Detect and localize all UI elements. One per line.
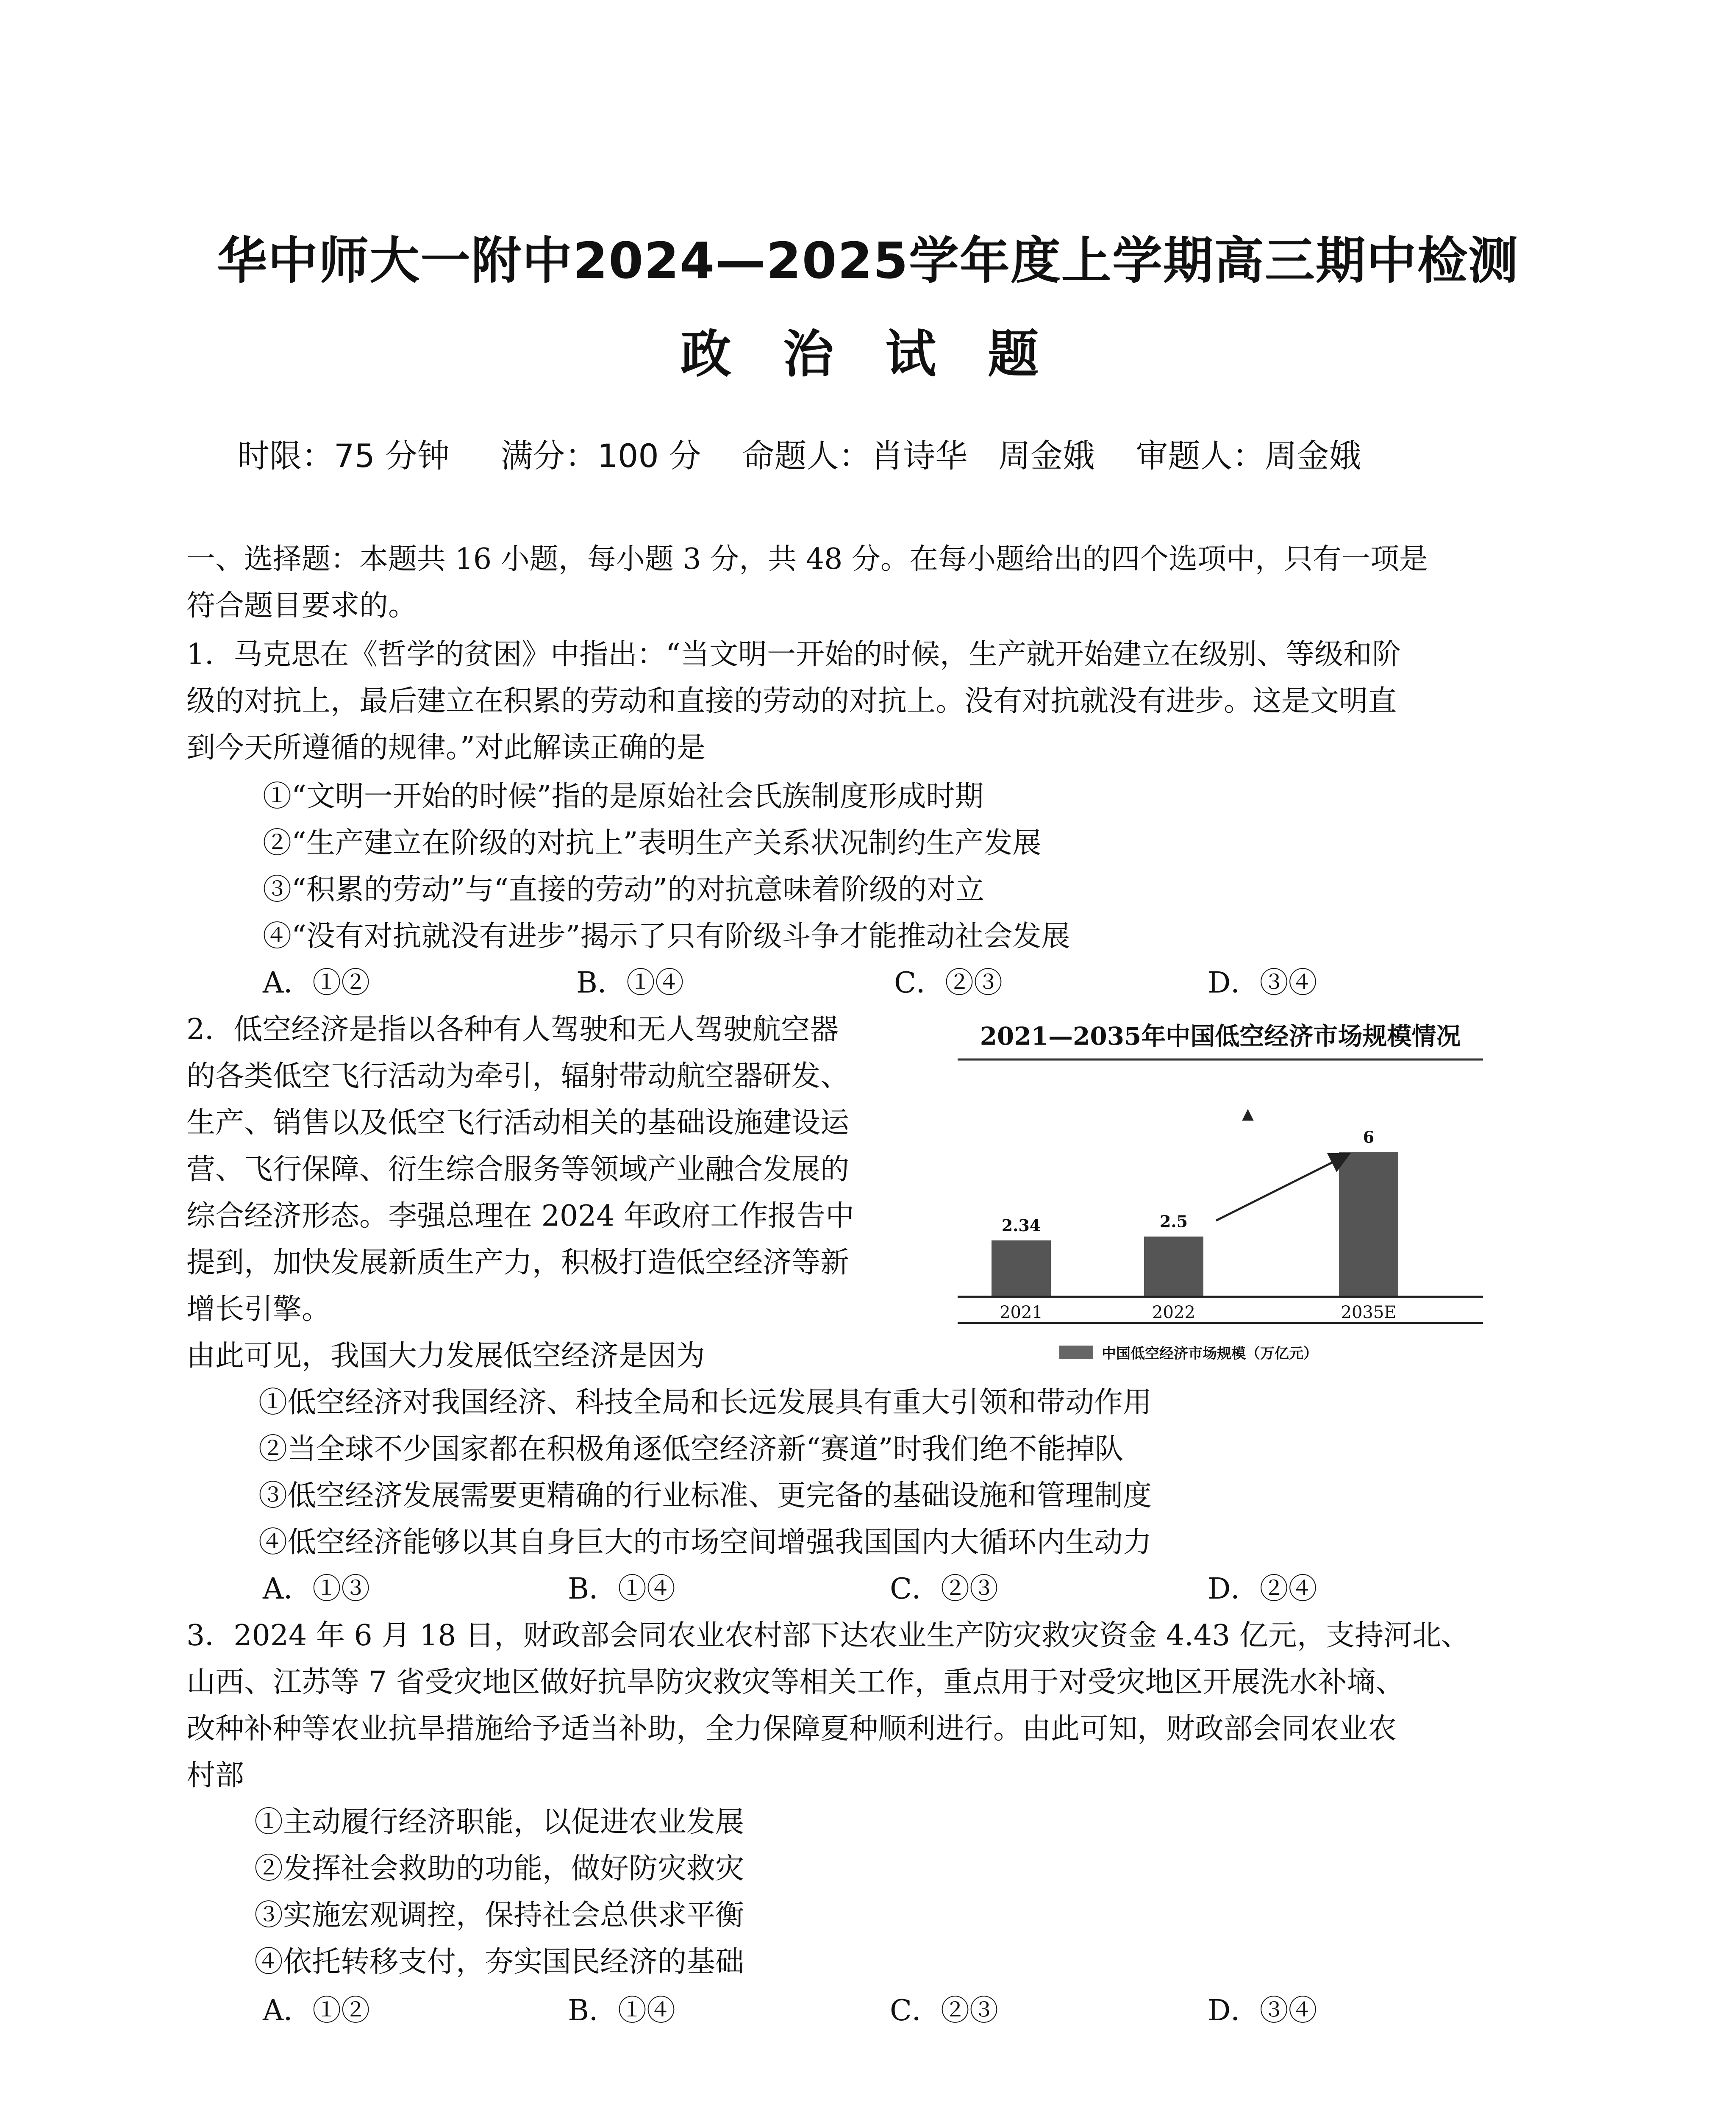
q1-choice-a: A．①② bbox=[263, 966, 370, 1000]
exam-title: 华中师大一附中2024—2025学年度上学期高三期中检测 bbox=[217, 231, 1519, 290]
q2-option: ①低空经济对我国经济、科技全局和长远发展具有重大引领和带动作用 bbox=[258, 1386, 1152, 1419]
q3-stem-line: 3．2024 年 6 月 18 日，财政部会同农业农村部下达农业生产防灾救灾资金 4.43 亿元，支持河北、 bbox=[186, 1619, 1470, 1652]
q2-stem-line: 的各类低空飞行活动为牵引，辐射带动航空器研发、 bbox=[186, 1060, 850, 1093]
chart-x-ticks bbox=[1000, 1303, 1396, 1322]
q3-choice-d: D．③④ bbox=[1208, 1994, 1317, 2027]
q3-choice-b: B．①④ bbox=[568, 1994, 675, 2027]
q1-stem-line: 到今天所遵循的规律。”对此解读正确的是 bbox=[186, 731, 706, 765]
section-heading-cont: 符合题目要求的。 bbox=[186, 589, 417, 623]
q2-stem-line: 由此可见，我国大力发展低空经济是因为 bbox=[186, 1339, 706, 1373]
q2-stem-line: 生产、销售以及低空飞行活动相关的基础设施建设运 bbox=[186, 1106, 850, 1140]
q1-option: ②“生产建立在阶级的对抗上”表明生产关系状况制约生产发展 bbox=[263, 826, 1042, 860]
chart-trend-arrow bbox=[1216, 1157, 1343, 1221]
q2-option: ④低空经济能够以其自身巨大的市场空间增强我国国内大循环内生动力 bbox=[258, 1526, 1152, 1559]
q2-choice-d: D．②④ bbox=[1208, 1572, 1317, 1606]
chart-marker-triangle: ▲ bbox=[1242, 1105, 1254, 1123]
q2-choice-a: A．①③ bbox=[263, 1572, 370, 1606]
q3-option: ④依托转移支付，夯实国民经济的基础 bbox=[254, 1945, 744, 1979]
q3-stem-line: 村部 bbox=[186, 1759, 244, 1792]
chart-bar-2021 bbox=[992, 1240, 1051, 1297]
q3-choice-a: A．①② bbox=[263, 1994, 370, 2027]
chart-x-tick-label: 2035E bbox=[1341, 1303, 1397, 1322]
legend-label: 中国低空经济市场规模（万亿元） bbox=[1102, 1345, 1318, 1362]
q1-option: ③“积累的劳动”与“直接的劳动”的对抗意味着阶级的对立 bbox=[263, 873, 985, 907]
q2-stem-line: 综合经济形态。李强总理在 2024 年政府工作报告中 bbox=[186, 1199, 855, 1233]
exam-meta: 时限：75 分钟 满分：100 分 命题人：肖诗华 周金娥 审题人：周金娥 bbox=[237, 437, 1361, 475]
q3-option: ③实施宏观调控，保持社会总供求平衡 bbox=[254, 1899, 744, 1932]
q2-stem-line: 营、飞行保障、衍生综合服务等领域产业融合发展的 bbox=[186, 1153, 850, 1186]
q2-option: ③低空经济发展需要更精确的行业标准、更完备的基础设施和管理制度 bbox=[258, 1479, 1152, 1513]
q2-option: ②当全球不少国家都在积极角逐低空经济新“赛道”时我们绝不能掉队 bbox=[258, 1432, 1124, 1466]
chart-title: 2021—2035年中国低空经济市场规模情况 bbox=[980, 1022, 1461, 1051]
chart-data-label: 2.5 bbox=[1159, 1212, 1188, 1231]
chart-x-tick-label: 2022 bbox=[1152, 1303, 1195, 1322]
q2-choice-b: B．①④ bbox=[568, 1572, 675, 1606]
q1-option: ①“文明一开始的时候”指的是原始社会氏族制度形成时期 bbox=[263, 780, 984, 813]
chart-data-label: 6 bbox=[1363, 1127, 1375, 1147]
q2-stem-line: 2．低空经济是指以各种有人驾驶和无人驾驶航空器 bbox=[186, 1013, 839, 1046]
low-altitude-economy-chart bbox=[945, 1000, 1496, 1382]
legend-swatch bbox=[1059, 1346, 1093, 1359]
q1-stem-line: 1．马克思在《哲学的贫困》中指出：“当文明一开始的时候，生产就开始建立在级别、等级和阶 bbox=[186, 638, 1401, 671]
q2-stem-line: 增长引擎。 bbox=[186, 1293, 331, 1326]
q1-option: ④“没有对抗就没有进步”揭示了只有阶级斗争才能推动社会发展 bbox=[263, 920, 1070, 953]
q1-choice-c: C．②③ bbox=[894, 966, 1003, 1000]
q1-stem-line: 级的对抗上，最后建立在积累的劳动和直接的劳动的对抗上。没有对抗就没有进步。这是文明直 bbox=[186, 684, 1397, 718]
chart-bar-2035E bbox=[1339, 1152, 1398, 1297]
chart-bar-2022 bbox=[1144, 1237, 1203, 1297]
q3-choice-c: C．②③ bbox=[890, 1994, 999, 2027]
q2-choice-c: C．②③ bbox=[890, 1572, 999, 1606]
chart-bars bbox=[992, 1127, 1398, 1297]
q3-option: ①主动履行经济职能，以促进农业发展 bbox=[254, 1805, 744, 1839]
section-heading: 一、选择题：本题共 16 小题，每小题 3 分，共 48 分。在每小题给出的四个选项中，只有一项是 bbox=[186, 542, 1428, 576]
chart-data-label: 2.34 bbox=[1001, 1215, 1041, 1235]
q1-choice-d: D．③④ bbox=[1208, 966, 1317, 1000]
q3-stem-line: 改种补种等农业抗旱措施给予适当补助，全力保障夏种顺利进行。由此可知，财政部会同农业农 bbox=[186, 1712, 1397, 1746]
chart-x-tick-label: 2021 bbox=[1000, 1303, 1043, 1322]
q1-choice-b: B．①④ bbox=[576, 966, 684, 1000]
q3-option: ②发挥社会救助的功能，做好防灾救灾 bbox=[254, 1852, 744, 1885]
exam-subtitle: 政 治 试 题 bbox=[680, 325, 1056, 384]
q3-stem-line: 山西、江苏等 7 省受灾地区做好抗旱防灾救灾等相关工作，重点用于对受灾地区开展洗水补墒、 bbox=[186, 1666, 1405, 1699]
q2-stem-line: 提到，加快发展新质生产力，积极打造低空经济等新 bbox=[186, 1246, 850, 1279]
